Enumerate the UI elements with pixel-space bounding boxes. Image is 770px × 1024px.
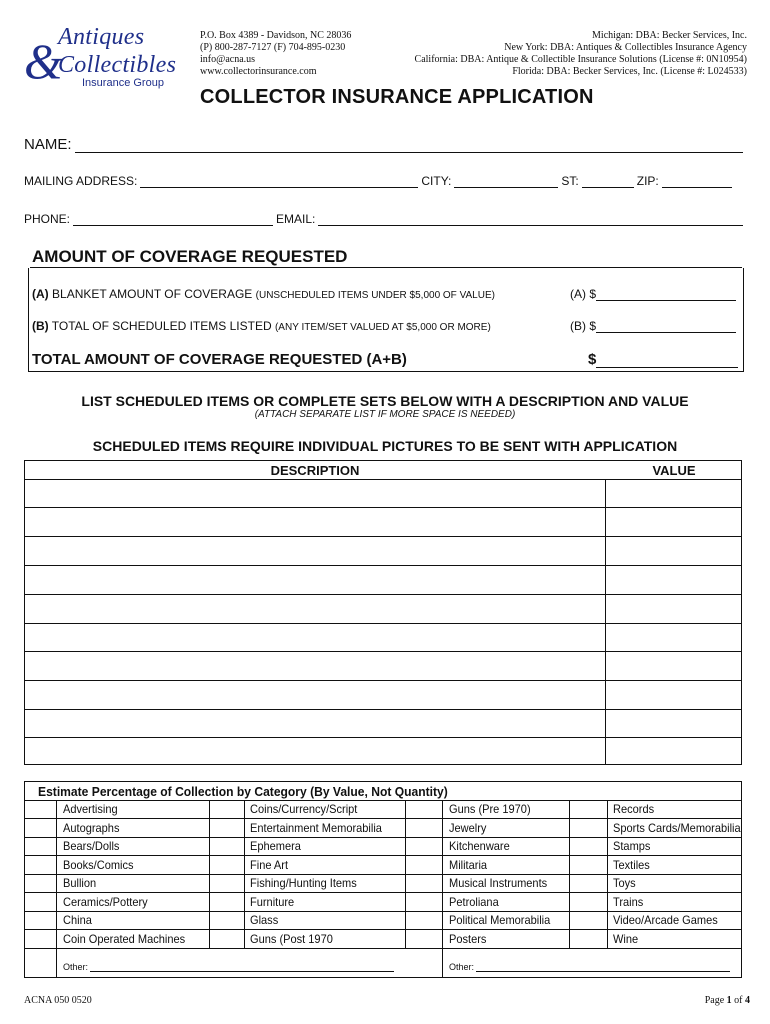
- category-bullion: Bullion: [63, 876, 97, 890]
- scheduled-heading: LIST SCHEDULED ITEMS OR COMPLETE SETS BELOW WITH A DESCRIPTION AND VALUE: [81, 393, 689, 409]
- email-label: EMAIL:: [276, 212, 316, 226]
- coverage-b-line: [32, 319, 491, 333]
- dba-new-york: New York: DBA: Antiques & Collectibles Insurance Agency: [504, 42, 747, 53]
- page-current: 1: [726, 995, 732, 1006]
- logo-line-2: Collectibles: [58, 52, 177, 78]
- phone-label: PHONE:: [24, 212, 71, 226]
- category-sports-cards: Sports Cards/Memorabilia: [613, 821, 741, 835]
- category-video-arcade-games: Video/Arcade Games: [613, 913, 718, 927]
- phone-input-line[interactable]: [73, 214, 273, 226]
- category-guns-post-1970: Guns (Post 1970: [250, 932, 333, 946]
- category-column-divider: [442, 800, 443, 978]
- description-column-header: DESCRIPTION: [270, 463, 360, 478]
- category-stamps: Stamps: [613, 839, 651, 853]
- category-ephemera: Ephemera: [250, 839, 301, 853]
- coverage-b-amount-label: (B) $: [570, 319, 597, 333]
- coverage-b-note: (ANY ITEM/SET VALUED AT $5,000 OR MORE): [274, 322, 491, 333]
- table-row[interactable]: [25, 536, 741, 537]
- category-toys: Toys: [613, 876, 636, 890]
- state-label: ST:: [561, 174, 579, 188]
- contact-email[interactable]: info@acna.us: [200, 54, 256, 65]
- category-militaria: Militaria: [449, 858, 488, 872]
- table-row[interactable]: [25, 479, 741, 480]
- page-title: COLLECTOR INSURANCE APPLICATION: [200, 86, 594, 108]
- category-column-divider: [56, 800, 57, 978]
- page-of: of: [731, 995, 745, 1006]
- company-logo: [22, 24, 187, 92]
- dba-michigan: Michigan: DBA: Becker Services, Inc.: [592, 30, 747, 41]
- scheduled-items-table: [24, 460, 742, 765]
- category-row-divider: [24, 855, 742, 856]
- category-coins-currency: Coins/Currency/Script: [250, 802, 358, 816]
- category-records: Records: [613, 802, 655, 816]
- value-column-header: VALUE: [652, 463, 696, 478]
- coverage-a-tag: (A): [32, 287, 49, 301]
- coverage-b-label: TOTAL OF SCHEDULED ITEMS LISTED: [51, 319, 272, 333]
- category-row-divider: [24, 911, 742, 912]
- zip-label: ZIP:: [636, 174, 659, 188]
- table-row[interactable]: [25, 680, 741, 681]
- other-left-label: Other:: [63, 962, 89, 972]
- table-row[interactable]: [25, 709, 741, 710]
- coverage-b-amount-line[interactable]: [596, 321, 736, 333]
- category-china: China: [63, 913, 92, 927]
- category-wine: Wine: [613, 932, 639, 946]
- category-row-divider: [24, 818, 742, 819]
- email-input-line[interactable]: [318, 214, 743, 226]
- other-category-right[interactable]: [449, 962, 730, 972]
- coverage-a-line: [32, 287, 495, 301]
- category-trains: Trains: [613, 895, 644, 909]
- table-row[interactable]: [25, 594, 741, 595]
- coverage-a-amount-label: (A) $: [570, 287, 597, 301]
- category-glass: Glass: [250, 913, 279, 927]
- dba-florida: Florida: DBA: Becker Services, Inc. (License #: L024533): [512, 66, 747, 77]
- category-fishing-hunting: Fishing/Hunting Items: [250, 876, 357, 890]
- coverage-a-amount[interactable]: [570, 287, 736, 301]
- coverage-total-dollar: $: [588, 351, 597, 368]
- zip-input-line[interactable]: [662, 176, 732, 188]
- category-advertising: Advertising: [63, 802, 118, 816]
- coverage-total-label: TOTAL AMOUNT OF COVERAGE REQUESTED (A+B): [32, 351, 407, 368]
- category-column-divider: [569, 800, 570, 948]
- page-total: 4: [745, 995, 750, 1006]
- category-jewelry: Jewelry: [449, 821, 487, 835]
- category-political-memorabilia: Political Memorabilia: [449, 913, 551, 927]
- contact-phone: (P) 800-287-7127 (F) 704-895-0230: [200, 42, 346, 53]
- category-row-divider: [24, 892, 742, 893]
- mailing-address-input-line[interactable]: [140, 176, 418, 188]
- coverage-total-amount[interactable]: [588, 351, 738, 368]
- category-row-divider: [24, 800, 742, 801]
- form-code: ACNA 050 0520: [24, 995, 92, 1006]
- category-textiles: Textiles: [613, 858, 650, 872]
- category-books-comics: Books/Comics: [63, 858, 134, 872]
- address-row: [24, 174, 746, 188]
- city-input-line[interactable]: [454, 176, 558, 188]
- category-column-divider: [209, 800, 210, 948]
- dba-california: California: DBA: Antique & Collectible Insurance Solutions (License #: 0N10954): [414, 54, 747, 65]
- category-column-divider: [607, 800, 608, 948]
- category-row-divider: [24, 929, 742, 930]
- name-field[interactable]: [24, 136, 746, 153]
- coverage-a-label: BLANKET AMOUNT OF COVERAGE: [52, 287, 253, 301]
- table-row[interactable]: [25, 737, 741, 738]
- contact-address: P.O. Box 4389 - Davidson, NC 28036: [200, 30, 352, 41]
- category-musical-instruments: Musical Instruments: [449, 876, 548, 890]
- category-fine-art: Fine Art: [250, 858, 289, 872]
- mailing-address-label: MAILING ADDRESS:: [24, 174, 138, 188]
- contact-info: [200, 30, 351, 78]
- table-row[interactable]: [25, 507, 741, 508]
- table-row[interactable]: [25, 651, 741, 652]
- logo-line-1: Antiques: [58, 24, 145, 50]
- category-autographs: Autographs: [63, 821, 120, 835]
- logo-line-3: Insurance Group: [82, 77, 164, 89]
- category-guns-pre-1970: Guns (Pre 1970): [449, 802, 531, 816]
- coverage-b-amount[interactable]: [570, 319, 736, 333]
- category-row-divider: [24, 948, 742, 949]
- category-column-divider: [405, 800, 406, 948]
- scheduled-note: (ATTACH SEPARATE LIST IF MORE SPACE IS NEEDED): [254, 409, 516, 420]
- category-row-divider: [24, 874, 742, 875]
- value-column-divider: [605, 479, 606, 764]
- name-label: NAME:: [24, 136, 72, 153]
- contact-website[interactable]: www.collectorinsurance.com: [200, 66, 317, 77]
- coverage-total-line[interactable]: [596, 353, 738, 368]
- category-column-divider: [244, 800, 245, 948]
- city-label: CITY:: [421, 174, 452, 188]
- table-row[interactable]: [25, 623, 741, 624]
- other-left-input-line[interactable]: [90, 962, 394, 972]
- category-bears-dolls: Bears/Dolls: [63, 839, 120, 853]
- coverage-heading: AMOUNT OF COVERAGE REQUESTED: [32, 247, 348, 266]
- page-prefix: Page: [704, 995, 727, 1006]
- dba-info: [415, 30, 747, 78]
- other-right-label: Other:: [449, 962, 475, 972]
- category-furniture: Furniture: [250, 895, 295, 909]
- phone-email-row: [24, 212, 746, 226]
- category-coin-operated-machines: Coin Operated Machines: [63, 932, 186, 946]
- coverage-a-amount-line[interactable]: [596, 289, 736, 301]
- other-category-left[interactable]: [63, 962, 394, 972]
- category-row-divider: [24, 837, 742, 838]
- coverage-b-tag: (B): [32, 319, 49, 333]
- table-row[interactable]: [25, 565, 741, 566]
- other-right-input-line[interactable]: [476, 962, 730, 972]
- category-ceramics-pottery: Ceramics/Pottery: [63, 895, 148, 909]
- page-number: [705, 995, 750, 1006]
- category-entertainment-memorabilia: Entertainment Memorabilia: [250, 821, 382, 835]
- logo-ampersand: &: [24, 33, 63, 89]
- coverage-a-note: (UNSCHEDULED ITEMS UNDER $5,000 OF VALUE): [255, 290, 495, 301]
- category-table-title: Estimate Percentage of Collection by Category (By Value, Not Quantity): [38, 784, 448, 799]
- name-input-line[interactable]: [75, 139, 743, 153]
- state-input-line[interactable]: [582, 176, 634, 188]
- category-posters: Posters: [449, 932, 487, 946]
- category-petroliana: Petroliana: [449, 895, 499, 909]
- category-kitchenware: Kitchenware: [449, 839, 510, 853]
- scheduled-pictures-note: SCHEDULED ITEMS REQUIRE INDIVIDUAL PICTURES TO BE SENT WITH APPLICATION: [92, 438, 678, 454]
